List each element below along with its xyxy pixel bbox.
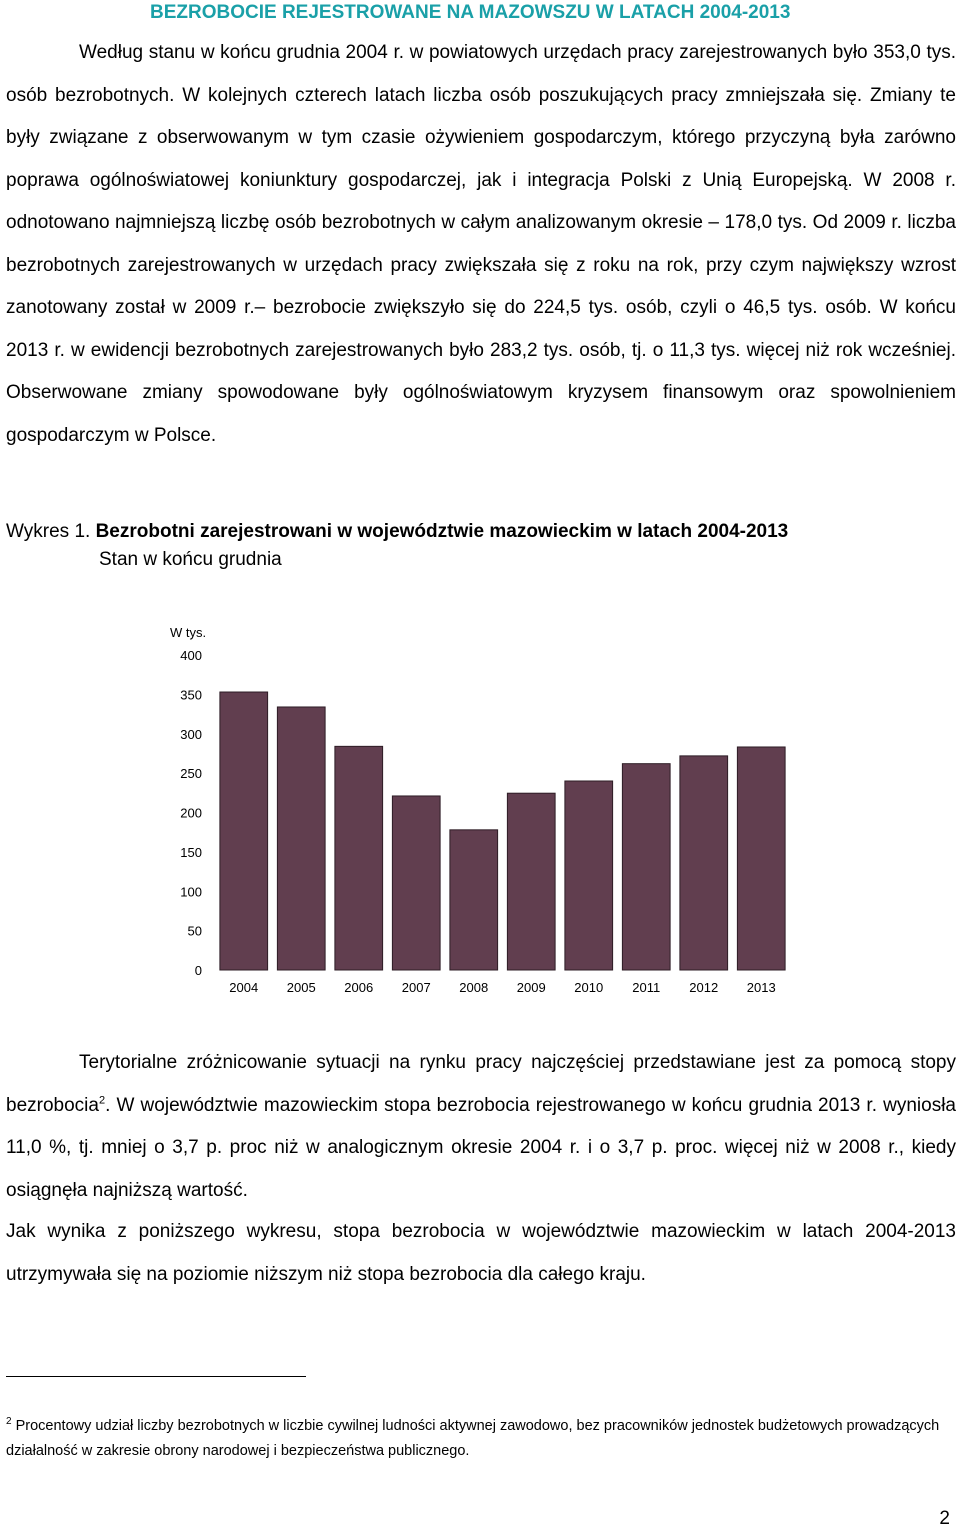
x-tick-label: 2004 xyxy=(229,980,259,995)
x-tick-label: 2005 xyxy=(286,980,316,995)
bar-2005 xyxy=(277,707,325,970)
x-tick-label: 2011 xyxy=(632,980,661,995)
bar-2011 xyxy=(622,764,670,970)
figure-prefix: Wykres 1. xyxy=(6,521,91,542)
y-tick-label: 350 xyxy=(180,687,202,703)
y-axis-unit-label: W tys. xyxy=(170,625,207,640)
bar-2006 xyxy=(335,746,383,970)
footnote xyxy=(6,1414,946,1464)
y-tick-label: 200 xyxy=(180,805,202,821)
x-tick-label: 2012 xyxy=(689,980,719,995)
footnote-separator xyxy=(6,1376,306,1377)
x-tick-label: 2009 xyxy=(516,980,546,995)
x-tick-label: 2006 xyxy=(344,980,374,995)
paragraph2-text: Terytorialne zróżnicowanie sytuacji na rynku pracy najczęściej przedstawiane jest za pomocą stopy bezrobocia xyxy=(6,1052,956,1116)
section-heading: BEZROBOCIE REJESTROWANE NA MAZOWSZU W LATACH 2004-2013 xyxy=(150,2,791,23)
bar-2012 xyxy=(680,756,728,970)
y-tick-label: 0 xyxy=(194,963,202,978)
unemployment-rate-paragraph xyxy=(6,1042,956,1212)
x-tick-label: 2013 xyxy=(746,980,776,995)
intro-paragraph: Według stanu w końcu grudnia 2004 r. w powiatowych urzędach pracy zarejestrowanych było 353,0 tys. osób bezrobotnych. W kolejnych czterech latach liczba osób poszukujących pracy zmniejszała się. Zmiany te były związane z obserwowanym w tym czasie ożywieniem gospodarczym, którego przyczyną była zarówno poprawa ogólnoświatowej koniunktury gospodarczej, jak i integracja Polski z Unią Europejską. W 2008 r. odnotowano najmniejszą liczbę osób bezrobotnych w całym analizowanym okresie – 178,0 tys. Od 2009 r. liczba bezrobotnych zarejestrowanych w urzędach pracy zwiększała się z roku na rok, przy czym największy wzrost zanotowany został w 2009 r.– bezrobocie zwiększyło się do 224,5 tys. osób, czyli o 46,5 tys. osób. W końcu 2013 r. w ewidencji bezrobotnych zarejestrowanych było 283,2 tys. osób, tj. o 11,3 tys. więcej niż rok wcześniej. Obserwowane zmiany spowodowane były ogólnoświatowym kryzysem finansowym oraz spowolnieniem gospodarczym w Polsce. xyxy=(6,42,956,446)
paragraph2-text-after: . W województwie mazowieckim stopa bezrobocia rejestrowanego w końcu grudnia 2013 r. wyniosła 11,0 %, tj. mniej o 3,7 p. proc niż w analogicznym okresie 2004 r. i o 3,7 p. proc. więcej niż w 2008 r., kiedy osiągnęła najniższą wartość. xyxy=(6,1094,956,1201)
x-tick-label: 2008 xyxy=(459,980,489,995)
footnote-ref: 2 xyxy=(98,1094,106,1107)
figure-caption xyxy=(6,518,788,574)
bar-2007 xyxy=(392,796,440,970)
x-tick-label: 2007 xyxy=(401,980,431,995)
bar-2004 xyxy=(220,692,268,970)
bar-2009 xyxy=(507,793,555,970)
bar-2008 xyxy=(450,830,498,970)
bar-2010 xyxy=(565,781,613,970)
chart-canvas xyxy=(160,615,800,1005)
y-tick-label: 150 xyxy=(180,844,202,860)
y-tick-label: 100 xyxy=(180,884,202,900)
footnote-number: 2 xyxy=(6,1416,12,1428)
x-tick-label: 2010 xyxy=(574,980,604,995)
y-tick-label: 300 xyxy=(180,726,202,742)
figure-title: Bezrobotni zarejestrowani w województwie mazowieckim w latach 2004-2013 xyxy=(95,521,789,542)
y-tick-label: 50 xyxy=(187,923,202,939)
page-number: 2 xyxy=(939,1508,950,1529)
y-tick-label: 250 xyxy=(180,766,202,782)
figure-subtitle: Stan w końcu grudnia xyxy=(99,549,282,570)
y-tick-label: 400 xyxy=(180,648,202,663)
footnote-text: Procentowy udział liczby bezrobotnych w liczbie cywilnej ludności aktywnej zawodowo, bez pracowników jednostek budżetowych prowadzących działalność w zakresie obrony narodowej i bezpieczeństwa publicznego. xyxy=(6,1418,940,1459)
comparison-paragraph: Jak wynika z poniższego wykresu, stopa bezrobocia w województwie mazowieckim w latach 2004-2013 utrzymywała się na poziomie niższym niż stopa bezrobocia dla całego kraju. xyxy=(6,1221,956,1285)
bar-2013 xyxy=(737,747,785,970)
unemployment-bar-chart xyxy=(160,615,800,1005)
